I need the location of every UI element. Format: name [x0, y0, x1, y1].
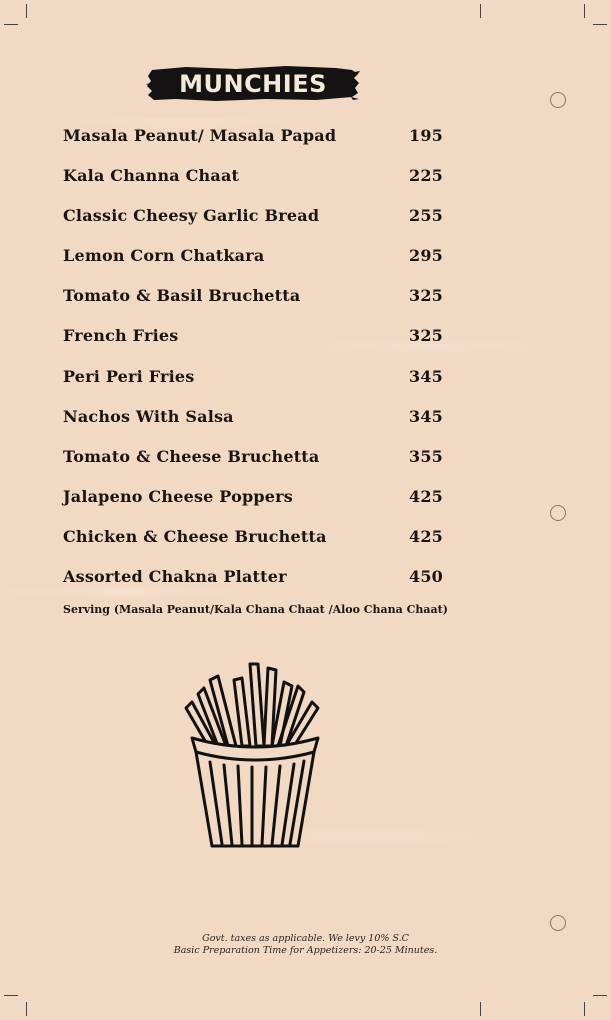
- menu-item: [63, 367, 443, 407]
- footer-tax-note: Govt. taxes as applicable. We levy 10% S.C: [202, 933, 409, 944]
- menu-item: [63, 447, 443, 487]
- menu-item: [63, 206, 443, 246]
- menu-item-name: Nachos With Salsa: [63, 406, 234, 426]
- menu-item-price: 355: [409, 446, 443, 466]
- serving-note: Serving (Masala Peanut/Kala Chana Chaat /Aloo Chana Chaat): [63, 603, 448, 616]
- punch-hole: [550, 915, 566, 931]
- menu-item-name: Chicken & Cheese Bruchetta: [63, 526, 327, 546]
- footer-prep-time-note: Basic Preparation Time for Appetizers: 20-25 Minutes.: [173, 945, 438, 956]
- menu-item-price: 345: [409, 366, 443, 386]
- menu-item-price: 255: [409, 206, 443, 226]
- menu-item-name: Assorted Chakna Platter: [63, 567, 287, 587]
- menu-item-name: Tomato & Cheese Bruchetta: [63, 446, 320, 466]
- menu-item: [63, 407, 443, 447]
- menu-item-name: Jalapeno Cheese Poppers: [63, 486, 293, 506]
- menu-item-price: 325: [409, 326, 443, 346]
- section-title: MUNCHIES: [179, 70, 327, 98]
- crop-mark: [4, 24, 18, 25]
- menu-item: [63, 246, 443, 286]
- footer-notes: [0, 933, 611, 957]
- crop-mark: [480, 1002, 481, 1016]
- crop-mark: [593, 24, 607, 25]
- crop-mark: [584, 1002, 585, 1016]
- menu-item-price: 345: [409, 406, 443, 426]
- menu-item: [63, 487, 443, 527]
- menu-item-name: Lemon Corn Chatkara: [63, 246, 265, 266]
- menu-item-name: French Fries: [63, 326, 179, 346]
- section-title-banner: [146, 64, 360, 104]
- menu-item-name: Kala Channa Chaat: [63, 166, 240, 186]
- menu-item-name: Masala Peanut/ Masala Papad: [63, 126, 337, 145]
- crop-mark: [480, 4, 481, 18]
- menu-item-price: 425: [409, 486, 443, 506]
- menu-item-price: 425: [409, 526, 443, 546]
- french-fries-icon: [180, 658, 330, 848]
- menu-item: [63, 527, 443, 567]
- menu-item-list: [63, 126, 443, 607]
- menu-item-price: 225: [409, 166, 443, 186]
- menu-item: [63, 567, 443, 607]
- menu-item-name: Classic Cheesy Garlic Bread: [63, 206, 320, 226]
- crop-mark: [26, 1002, 27, 1016]
- menu-item-price: 450: [409, 567, 443, 587]
- menu-item-price: 325: [409, 286, 443, 306]
- punch-hole: [550, 92, 566, 108]
- crop-mark: [584, 4, 585, 18]
- menu-item: [63, 126, 443, 166]
- menu-item: [63, 286, 443, 326]
- crop-mark: [593, 995, 607, 996]
- menu-item-name: Tomato & Basil Bruchetta: [63, 286, 301, 306]
- menu-item: [63, 166, 443, 206]
- menu-item: [63, 326, 443, 366]
- punch-hole: [550, 505, 566, 521]
- crop-mark: [26, 4, 27, 18]
- menu-item-name: Peri Peri Fries: [63, 366, 195, 386]
- crop-mark: [4, 995, 18, 996]
- menu-item-price: 295: [409, 246, 443, 266]
- menu-item-price: 195: [409, 126, 443, 145]
